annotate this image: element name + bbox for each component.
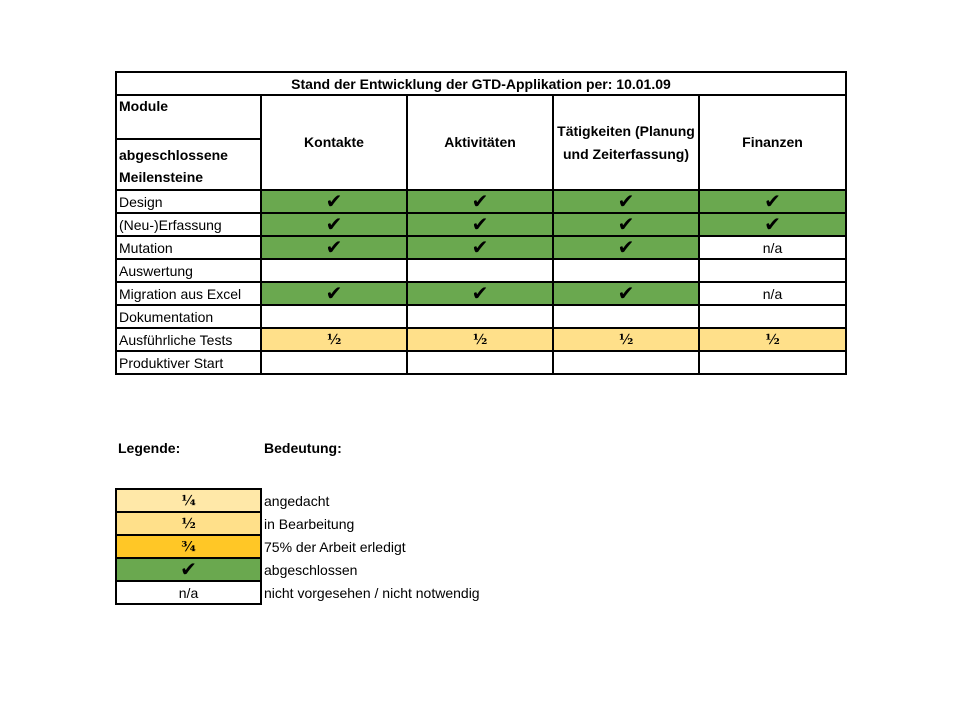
table-row <box>116 328 846 351</box>
milestone-label: Produktiver Start <box>116 351 261 374</box>
status-cell-finanzen <box>699 236 846 259</box>
fraction-badge: ½ <box>181 516 196 532</box>
status-sheet <box>115 71 847 375</box>
table-row <box>116 213 846 236</box>
status-cell-taetigkeiten <box>553 328 699 351</box>
status-cell-finanzen <box>699 328 846 351</box>
legend-row <box>116 512 480 535</box>
checkmark-icon: ✔ <box>471 281 489 305</box>
status-cell-kontakte <box>261 351 407 374</box>
milestone-label: (Neu-)Erfassung <box>116 213 261 236</box>
legend-description: nicht vorgesehen / nicht notwendig <box>264 584 480 601</box>
status-cell-finanzen <box>699 351 846 374</box>
checkmark-icon: ✔ <box>325 189 343 213</box>
milestone-label: Mutation <box>116 236 261 259</box>
milestones-label: abgeschlossene Meilensteine <box>119 146 228 185</box>
milestone-label: Ausführliche Tests <box>116 328 261 351</box>
modules-header <box>116 95 261 139</box>
table-row <box>116 305 846 328</box>
status-cell-aktivitaeten <box>407 351 553 374</box>
legend-row <box>116 558 480 581</box>
status-cell-aktivitaeten <box>407 305 553 328</box>
fraction-badge: ½ <box>326 332 342 348</box>
column-header-taetigkeiten: Tätigkeiten (Planung und Zeiterfassung) <box>553 95 699 190</box>
status-cell-taetigkeiten <box>553 305 699 328</box>
checkmark-icon: ✔ <box>617 235 635 259</box>
status-cell-finanzen <box>699 282 846 305</box>
status-cell-aktivitaeten <box>407 190 553 213</box>
modules-label: Module <box>119 98 168 114</box>
milestones-header <box>116 139 261 190</box>
status-cell-aktivitaeten <box>407 328 553 351</box>
legend-swatch <box>116 489 261 512</box>
fraction-badge: ¾ <box>181 539 196 555</box>
checkmark-icon: ✔ <box>180 557 197 581</box>
legend-row <box>116 535 480 558</box>
checkmark-icon: ✔ <box>325 281 343 305</box>
status-cell-kontakte <box>261 213 407 236</box>
milestone-label: Design <box>116 190 261 213</box>
table-row <box>116 190 846 213</box>
fraction-badge: ½ <box>472 332 488 348</box>
status-cell-taetigkeiten <box>553 259 699 282</box>
checkmark-icon: ✔ <box>617 189 635 213</box>
checkmark-icon: ✔ <box>471 189 489 213</box>
page-title: Stand der Entwicklung der GTD-Applikation per: 10.01.09 <box>116 72 846 95</box>
column-header-kontakte: Kontakte <box>261 95 407 190</box>
legend-swatch <box>116 512 261 535</box>
status-cell-taetigkeiten <box>553 190 699 213</box>
status-text: n/a <box>762 285 783 302</box>
status-cell-finanzen <box>699 190 846 213</box>
meaning-label: Bedeutung: <box>264 440 342 456</box>
status-cell-taetigkeiten <box>553 282 699 305</box>
legend-row <box>116 581 480 604</box>
legend-description: 75% der Arbeit erledigt <box>264 538 406 555</box>
legend-table <box>115 488 481 605</box>
fraction-badge: ¼ <box>181 493 196 509</box>
table-row <box>116 282 846 305</box>
status-cell-kontakte <box>261 190 407 213</box>
status-cell-aktivitaeten <box>407 236 553 259</box>
legend-swatch <box>116 558 261 581</box>
status-cell-taetigkeiten <box>553 351 699 374</box>
fraction-badge: ½ <box>765 332 780 348</box>
legend-description: angedacht <box>264 492 330 509</box>
status-cell-finanzen <box>699 259 846 282</box>
checkmark-icon: ✔ <box>471 212 489 236</box>
status-cell-kontakte <box>261 236 407 259</box>
status-cell-kontakte <box>261 282 407 305</box>
status-table <box>115 71 847 375</box>
legend-label: Legende: <box>118 440 181 456</box>
column-header-finanzen: Finanzen <box>699 95 846 190</box>
checkmark-icon: ✔ <box>325 235 343 259</box>
checkmark-icon: ✔ <box>764 189 781 213</box>
status-cell-aktivitaeten <box>407 213 553 236</box>
status-cell-kontakte <box>261 328 407 351</box>
status-cell-finanzen <box>699 305 846 328</box>
checkmark-icon: ✔ <box>617 281 635 305</box>
status-cell-kontakte <box>261 305 407 328</box>
status-cell-taetigkeiten <box>553 213 699 236</box>
status-text: n/a <box>762 239 783 256</box>
status-cell-kontakte <box>261 259 407 282</box>
table-row <box>116 236 846 259</box>
legend-swatch <box>116 581 261 604</box>
legend-description: abgeschlossen <box>264 561 358 578</box>
checkmark-icon: ✔ <box>325 212 343 236</box>
legend-swatch <box>116 535 261 558</box>
status-cell-taetigkeiten <box>553 236 699 259</box>
legend-description: in Bearbeitung <box>264 515 355 532</box>
checkmark-icon: ✔ <box>617 212 635 236</box>
table-row <box>116 351 846 374</box>
fraction-badge: ½ <box>618 332 634 348</box>
table-row <box>116 259 846 282</box>
legend-row <box>116 489 480 512</box>
status-cell-aktivitaeten <box>407 282 553 305</box>
milestone-label: Dokumentation <box>116 305 261 328</box>
status-cell-aktivitaeten <box>407 259 553 282</box>
column-header-aktivitaeten: Aktivitäten <box>407 95 553 190</box>
checkmark-icon: ✔ <box>471 235 489 259</box>
status-cell-finanzen <box>699 213 846 236</box>
checkmark-icon: ✔ <box>764 212 781 236</box>
milestone-label: Auswertung <box>116 259 261 282</box>
milestone-label: Migration aus Excel <box>116 282 261 305</box>
status-text: n/a <box>178 584 199 601</box>
